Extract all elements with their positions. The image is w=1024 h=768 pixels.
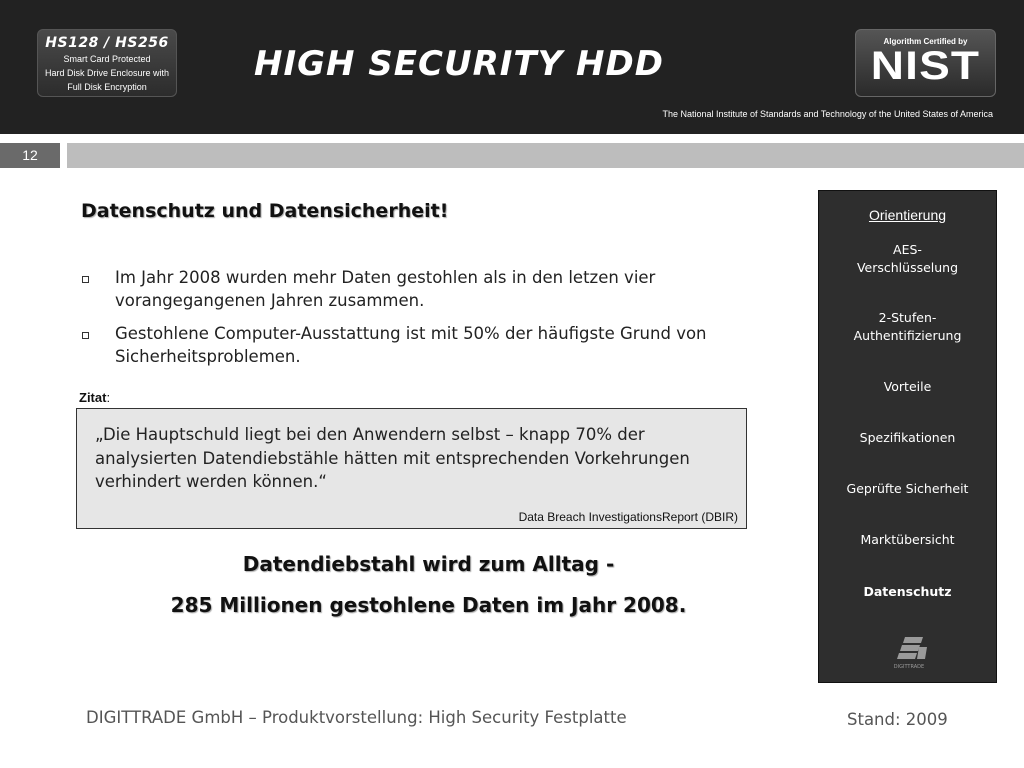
header-subcaption: The National Institute of Standards and Technology of the United States of America (662, 109, 993, 119)
product-badge (37, 29, 177, 97)
sidebar-item-authentication[interactable] (819, 309, 996, 345)
bullet-item (80, 322, 790, 368)
sidebar-item-advantages[interactable] (819, 378, 996, 396)
quote-label-text: Zitat (79, 390, 107, 405)
sidebar-item-label: Datenschutz (863, 584, 952, 599)
sidebar-item-aes[interactable] (819, 241, 996, 277)
page-number-bar (0, 143, 1024, 168)
sidebar-item-label: Authentifizierung (853, 328, 962, 343)
bullet-item (80, 266, 790, 312)
footer-text: DIGITTRADE GmbH – Produktvorstellung: High Security Festplatte (86, 708, 627, 727)
conclusion-line-2: 285 Millionen gestohlene Daten im Jahr 2008. (170, 593, 687, 617)
sidebar-item-label: Marktübersicht (860, 532, 955, 547)
bullet-text: Gestohlene Computer-Ausstattung ist mit 50% der häufigste Grund von Sicherheitsproblemen. (115, 324, 707, 366)
quote-box (76, 408, 747, 529)
bullet-text: Im Jahr 2008 wurden mehr Daten gestohlen als in den letzen vier vorangegangenen Jahren zusammen. (115, 268, 656, 310)
square-bullet-icon (82, 276, 89, 283)
sidebar-item-label: 2-Stufen- (878, 310, 937, 325)
header-banner (0, 0, 1024, 134)
quote-source: Data Breach InvestigationsReport (DBIR) (518, 510, 738, 524)
badge-model: HS128 / HS256 (45, 35, 169, 51)
badge-line-3: Full Disk Encryption (67, 82, 147, 92)
sidebar-item-label: Spezifikationen (859, 430, 956, 445)
page-number: 12 (0, 143, 60, 168)
sidebar-title: Orientierung (868, 207, 947, 223)
nist-badge (855, 29, 996, 97)
quote-label-suffix: : (106, 390, 111, 405)
badge-line-2: Hard Disk Drive Enclosure with (44, 68, 170, 78)
square-bullet-icon (82, 332, 89, 339)
quote-text: „Die Hauptschuld liegt bei den Anwendern selbst – knapp 70% der analysierten Datendiebstähle hätten mit entsprechenden Vorkehrungen verhindert werden können.“ (95, 425, 690, 491)
sidebar-item-data-protection[interactable] (819, 583, 996, 601)
sidebar-item-label: Vorteile (883, 379, 932, 394)
sidebar-item-label: Verschlüsselung (856, 260, 959, 275)
section-title: Datenschutz und Datensicherheit! (81, 200, 449, 222)
sidebar-item-certified-security[interactable] (819, 480, 996, 498)
sidebar-item-label: Geprüfte Sicherheit (846, 481, 969, 496)
page-bar-line (67, 143, 1024, 168)
bullet-list (80, 266, 790, 378)
header-title: HIGH SECURITY HDD (254, 44, 664, 84)
quote-label (79, 390, 110, 405)
sidebar-item-specifications[interactable] (819, 429, 996, 447)
logo-text: DIGITTRADE (893, 664, 925, 670)
nist-caption: Algorithm Certified by (883, 37, 968, 46)
sidebar-item-market-overview[interactable] (819, 531, 996, 549)
sidebar-item-label: AES- (893, 242, 922, 257)
digittrade-logo-icon (889, 635, 929, 671)
footer-stand: Stand: 2009 (847, 710, 948, 729)
badge-line-1: Smart Card Protected (63, 54, 151, 64)
orientation-sidebar (818, 190, 997, 683)
conclusion-line-1: Datendiebstahl wird zum Alltag - (242, 552, 615, 576)
nist-logo: NIST (870, 44, 981, 88)
